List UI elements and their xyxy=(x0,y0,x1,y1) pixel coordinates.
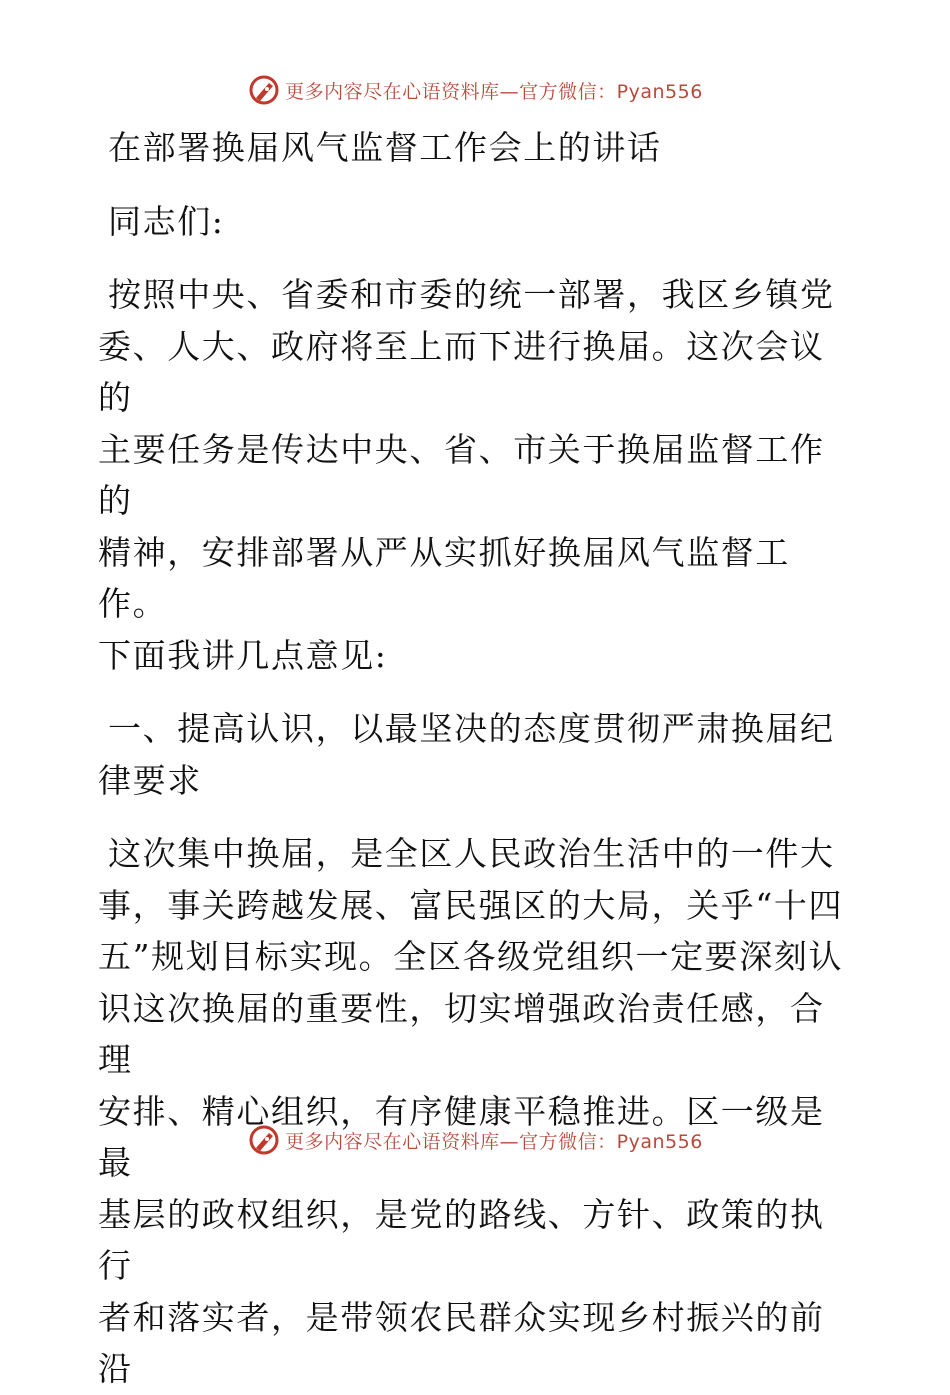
watermark-banner-top xyxy=(0,70,950,110)
watermark-text: 更多内容尽在心语资料库—官方微信：Pyan556 xyxy=(285,1130,703,1153)
paragraph-2 xyxy=(98,828,858,1395)
salutation: 同志们: xyxy=(108,201,225,241)
text-line: 精神，安排部署从严从实抓好换届风气监督工作。 xyxy=(98,532,790,623)
text-line: 主要任务是传达中央、省、市关于换届监督工作的 xyxy=(98,429,825,520)
text-line: 一、提高认识，以最坚决的态度贯彻严肃换届纪 xyxy=(108,709,835,748)
watermark-banner-bottom xyxy=(0,1120,950,1160)
text-line: 这次集中换届，是全区人民政治生活中的一件大 xyxy=(108,834,835,873)
section-heading-1 xyxy=(98,703,858,806)
text-line: 安排、精心组织，有序健康平稳推进。区一级是最 xyxy=(98,1091,825,1182)
document-body xyxy=(98,122,858,1395)
text-line: 律要求 xyxy=(98,760,202,800)
watermark-text: 更多内容尽在心语资料库—官方微信：Pyan556 xyxy=(285,80,703,103)
text-line: 识这次换届的重要性，切实增强政治责任感，合理 xyxy=(98,988,825,1079)
paragraph-1 xyxy=(98,269,858,681)
document-title: 在部署换届风气监督工作会上的讲话 xyxy=(108,128,662,167)
text-line: 者和落实者，是带领农民群众实现乡村振兴的前沿 xyxy=(98,1297,825,1388)
text-line: 基层的政权组织，是党的路线、方针、政策的执行 xyxy=(98,1194,825,1285)
text-line: 委、人大、政府将至上而下进行换届。这次会议的 xyxy=(98,326,825,417)
text-line: 按照中央、省委和市委的统一部署，我区乡镇党 xyxy=(108,275,835,314)
pen-nib-logo-icon xyxy=(247,1123,281,1157)
pen-nib-logo-icon xyxy=(247,73,281,107)
text-line: 下面我讲几点意见: xyxy=(98,635,388,675)
text-line: 五”规划目标实现。全区各级党组织一定要深刻认 xyxy=(98,937,844,976)
text-line: 事，事关跨越发展、富民强区的大局，关乎“十四 xyxy=(98,885,844,925)
